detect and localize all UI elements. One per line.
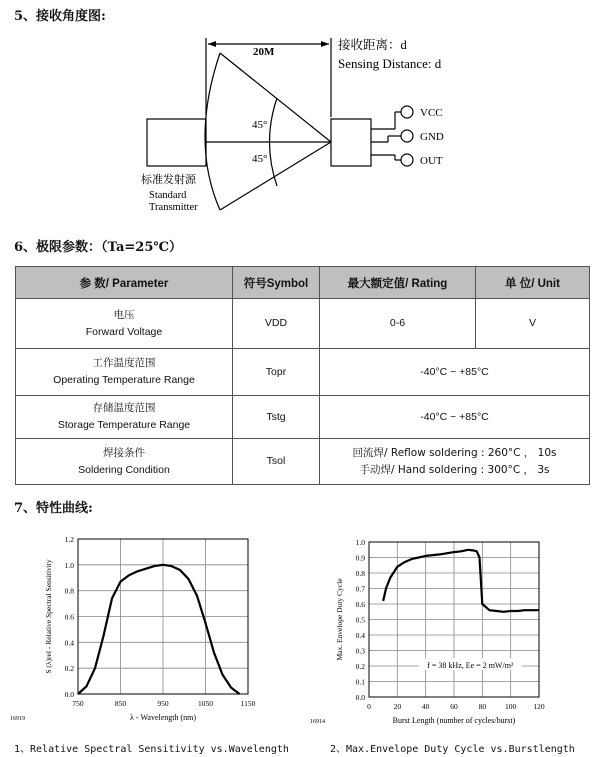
rating-cell: -40°C ~ +85°C [320,396,590,439]
y-tick-label: 0.6 [64,612,74,622]
header-unit: 单 位/ Unit [476,267,590,299]
unit-cell: V [476,299,590,349]
x-tick-label: 850 [114,699,127,708]
parameter-cell: 焊接条件 Soldering Condition [16,439,233,485]
parameter-cell: 存储温度范围 Storage Temperature Range [16,396,233,439]
x-tick-label: 750 [72,699,84,708]
x-axis-label: Burst Length (number of cycles/burst) [392,716,516,725]
y-tick-label: 0.4 [64,638,74,648]
distance-label: 20M [253,46,275,58]
spectral-sensitivity-chart [0,525,290,735]
transmitter-en-label-1: Standard [149,190,187,201]
header-parameter: 参 数/ Parameter [16,267,233,299]
y-tick-label: 0.2 [64,664,74,674]
chart-1-caption: 1、Relative Spectral Sensitivity vs.Wavelength [14,744,289,755]
y-tick-label: 0.9 [355,553,365,563]
duty-cycle-chart [300,525,594,735]
reception-angle-diagram [0,28,594,223]
x-tick-label: 0 [367,702,371,711]
y-tick-label: 0.0 [64,690,74,699]
y-tick-label: 1.0 [64,560,74,570]
x-tick-label: 40 [421,702,430,711]
x-tick-label: 1150 [240,699,256,708]
rating-cell: -40°C ~ +85°C [320,349,590,396]
y-axis-label: S (λ)rel - Relative Spectral Sensitivity [44,559,53,674]
section-7-title: 7、特性曲线: [14,501,93,516]
x-tick-label: 1050 [198,699,213,708]
section-5-title: 5、接收角度图: [14,9,106,24]
symbol-cell: VDD [233,299,320,349]
y-tick-label: 1.2 [64,535,74,544]
pin-gnd-icon [401,130,413,142]
x-tick-label: 100 [505,702,517,711]
x-tick-label: 80 [478,702,487,711]
angle-bottom-label: 45° [252,153,268,165]
y-tick-label: 0.0 [355,693,365,702]
y-tick-label: 0.5 [355,615,365,625]
y-axis-label: Max. Envelope Duty Cycle [335,578,344,661]
rating-cell: 回流焊/ Reflow soldering : 260°C ， 10s 手动焊/ Hand soldering : 300°C ， 3s [320,439,590,485]
transmitter-en-label-2: Transmitter [149,202,198,213]
y-tick-label: 0.2 [355,662,365,671]
pin-vcc-icon [401,106,413,118]
table-row [16,299,590,349]
rating-cell: 0-6 [320,299,476,349]
transmitter-box [147,119,206,166]
annotation-label: f = 38 kHz, Ee = 2 mW/m² [427,661,514,670]
table-row [16,439,590,485]
symbol-cell: Topr [233,349,320,396]
header-rating: 最大额定值/ Rating [320,267,476,299]
pin-gnd-label: GND [420,131,444,143]
y-tick-label: 0.3 [355,646,365,656]
figure-id: 16919 [10,716,25,722]
receiver-box [331,119,371,166]
x-tick-label: 20 [393,702,402,711]
y-tick-label: 0.1 [355,677,365,687]
y-tick-label: 0.8 [64,586,74,596]
series-line [383,550,539,612]
table-header-row [16,267,590,299]
parameter-cell: 工作温度范围 Operating Temperature Range [16,349,233,396]
x-tick-label: 60 [450,702,458,711]
pin-out-icon [401,154,413,166]
angle-top-label: 45° [252,119,268,131]
pin-out-label: OUT [420,155,443,167]
x-axis-label: λ - Wavelength (nm) [129,713,197,722]
y-tick-label: 0.6 [355,600,365,609]
series-line [78,565,240,694]
limit-parameters-table [15,266,590,485]
y-tick-label: 0.4 [355,631,365,640]
figure-id: 16914 [310,719,325,725]
table-row [16,396,590,439]
chart-2-caption: 2、Max.Envelope Duty Cycle vs.Burstlength [330,744,575,755]
receiver-cn-label: 接收距离：d [338,38,407,52]
x-tick-label: 120 [533,702,545,711]
transmitter-cn-label: 标准发射源 [141,174,196,186]
y-tick-label: 1.0 [355,538,365,547]
receiver-en-label: Sensing Distance: d [338,56,442,71]
section-6-title: 6、极限参数：（Ta=25℃） [14,240,182,255]
y-tick-label: 0.8 [355,569,365,578]
table-row [16,349,590,396]
x-tick-label: 950 [157,699,169,708]
header-symbol: 符号Symbol [233,267,320,299]
pin-vcc-label: VCC [420,107,443,119]
y-tick-label: 0.7 [355,584,365,594]
symbol-cell: Tsol [233,439,320,485]
parameter-cell: 电压 Forward Voltage [16,299,233,349]
symbol-cell: Tstg [233,396,320,439]
